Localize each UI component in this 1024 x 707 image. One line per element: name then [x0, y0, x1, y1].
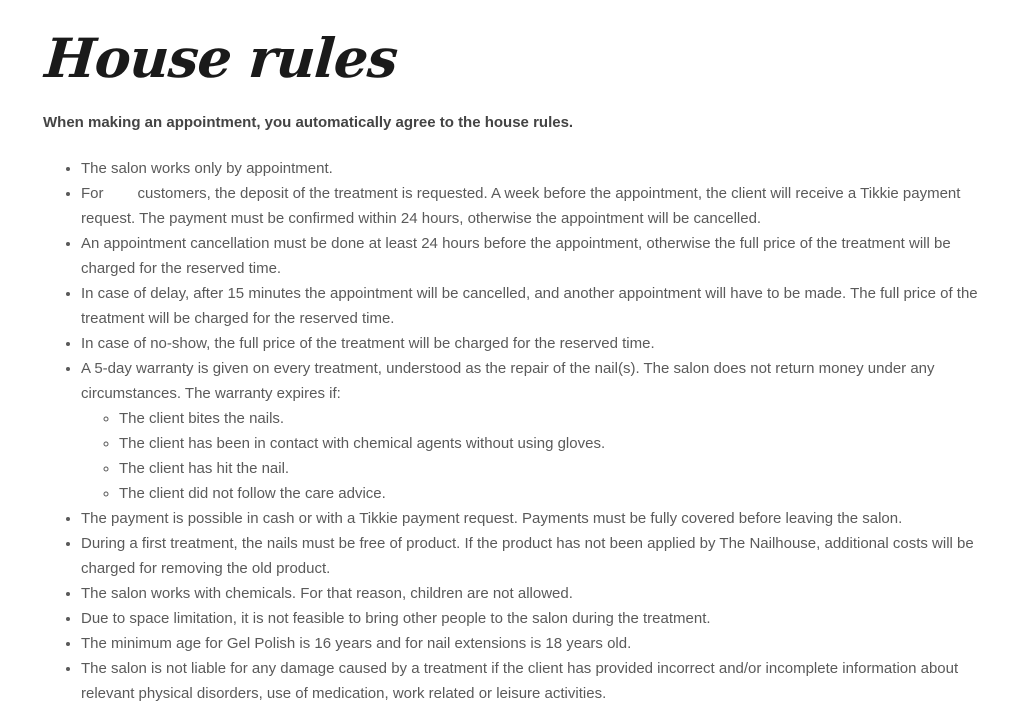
rule-warranty — [81, 356, 993, 506]
rule-liability: • The salon is not liable for any damage caused by a treatment if the client has provided incorrect and/or incomplete information about relevant physical disorders, use of medication, work related or leisure activities. — [81, 656, 993, 706]
rule-deposit — [81, 181, 993, 231]
rule-payment: • The payment is possible in cash or with a Tikkie payment request. Payments must be fully covered before leaving the salon. — [81, 506, 993, 531]
page-title: House rules — [42, 26, 400, 90]
warranty-condition: ◦ The client has been in contact with chemical agents without using gloves. — [119, 431, 993, 456]
rule-cancellation: • An appointment cancellation must be done at least 24 hours before the appointment, otherwise the full price of the treatment will be charged for the reserved time. — [81, 231, 993, 281]
rule-appointment-only: • The salon works only by appointment. — [81, 156, 993, 181]
warranty-condition: ◦ The client has hit the nail. — [119, 456, 993, 481]
rule-no-show: • In case of no-show, the full price of the treatment will be charged for the reserved time. — [81, 331, 993, 356]
warranty-condition: ◦ The client bites the nails. — [119, 406, 993, 431]
rule-minimum-age: • The minimum age for Gel Polish is 16 years and for nail extensions is 18 years old. — [81, 631, 993, 656]
rule-deposit-prefix: For — [81, 185, 104, 202]
rule-chemicals: • The salon works with chemicals. For that reason, children are not allowed. — [81, 581, 993, 606]
house-rules-page — [43, 12, 993, 706]
rules-list — [43, 156, 993, 706]
rule-deposit-text: customers, the deposit of the treatment is requested. A week before the appointment, the client will receive a Tikkie payment request. The payment must be confirmed within 24 hours, otherwise the appointment will be cancelled. — [81, 185, 961, 227]
rule-delay: • In case of delay, after 15 minutes the appointment will be cancelled, and another appointment will have to be made. The full price of the treatment will be charged for the reserved time. — [81, 281, 993, 331]
warranty-conditions-list — [81, 406, 993, 506]
rule-space: • Due to space limitation, it is not feasible to bring other people to the salon during the treatment. — [81, 606, 993, 631]
rule-first-treatment: • During a first treatment, the nails must be free of product. If the product has not been applied by The Nailhouse, additional costs will be charged for removing the old product. — [81, 531, 993, 581]
rule-warranty-text: A 5-day warranty is given on every treatment, understood as the repair of the nail(s). The salon does not return money under any circumstances. The warranty expires if: — [81, 360, 935, 402]
intro-text: When making an appointment, you automatically agree to the house rules. — [43, 114, 574, 131]
warranty-condition: ◦ The client did not follow the care advice. — [119, 481, 993, 506]
